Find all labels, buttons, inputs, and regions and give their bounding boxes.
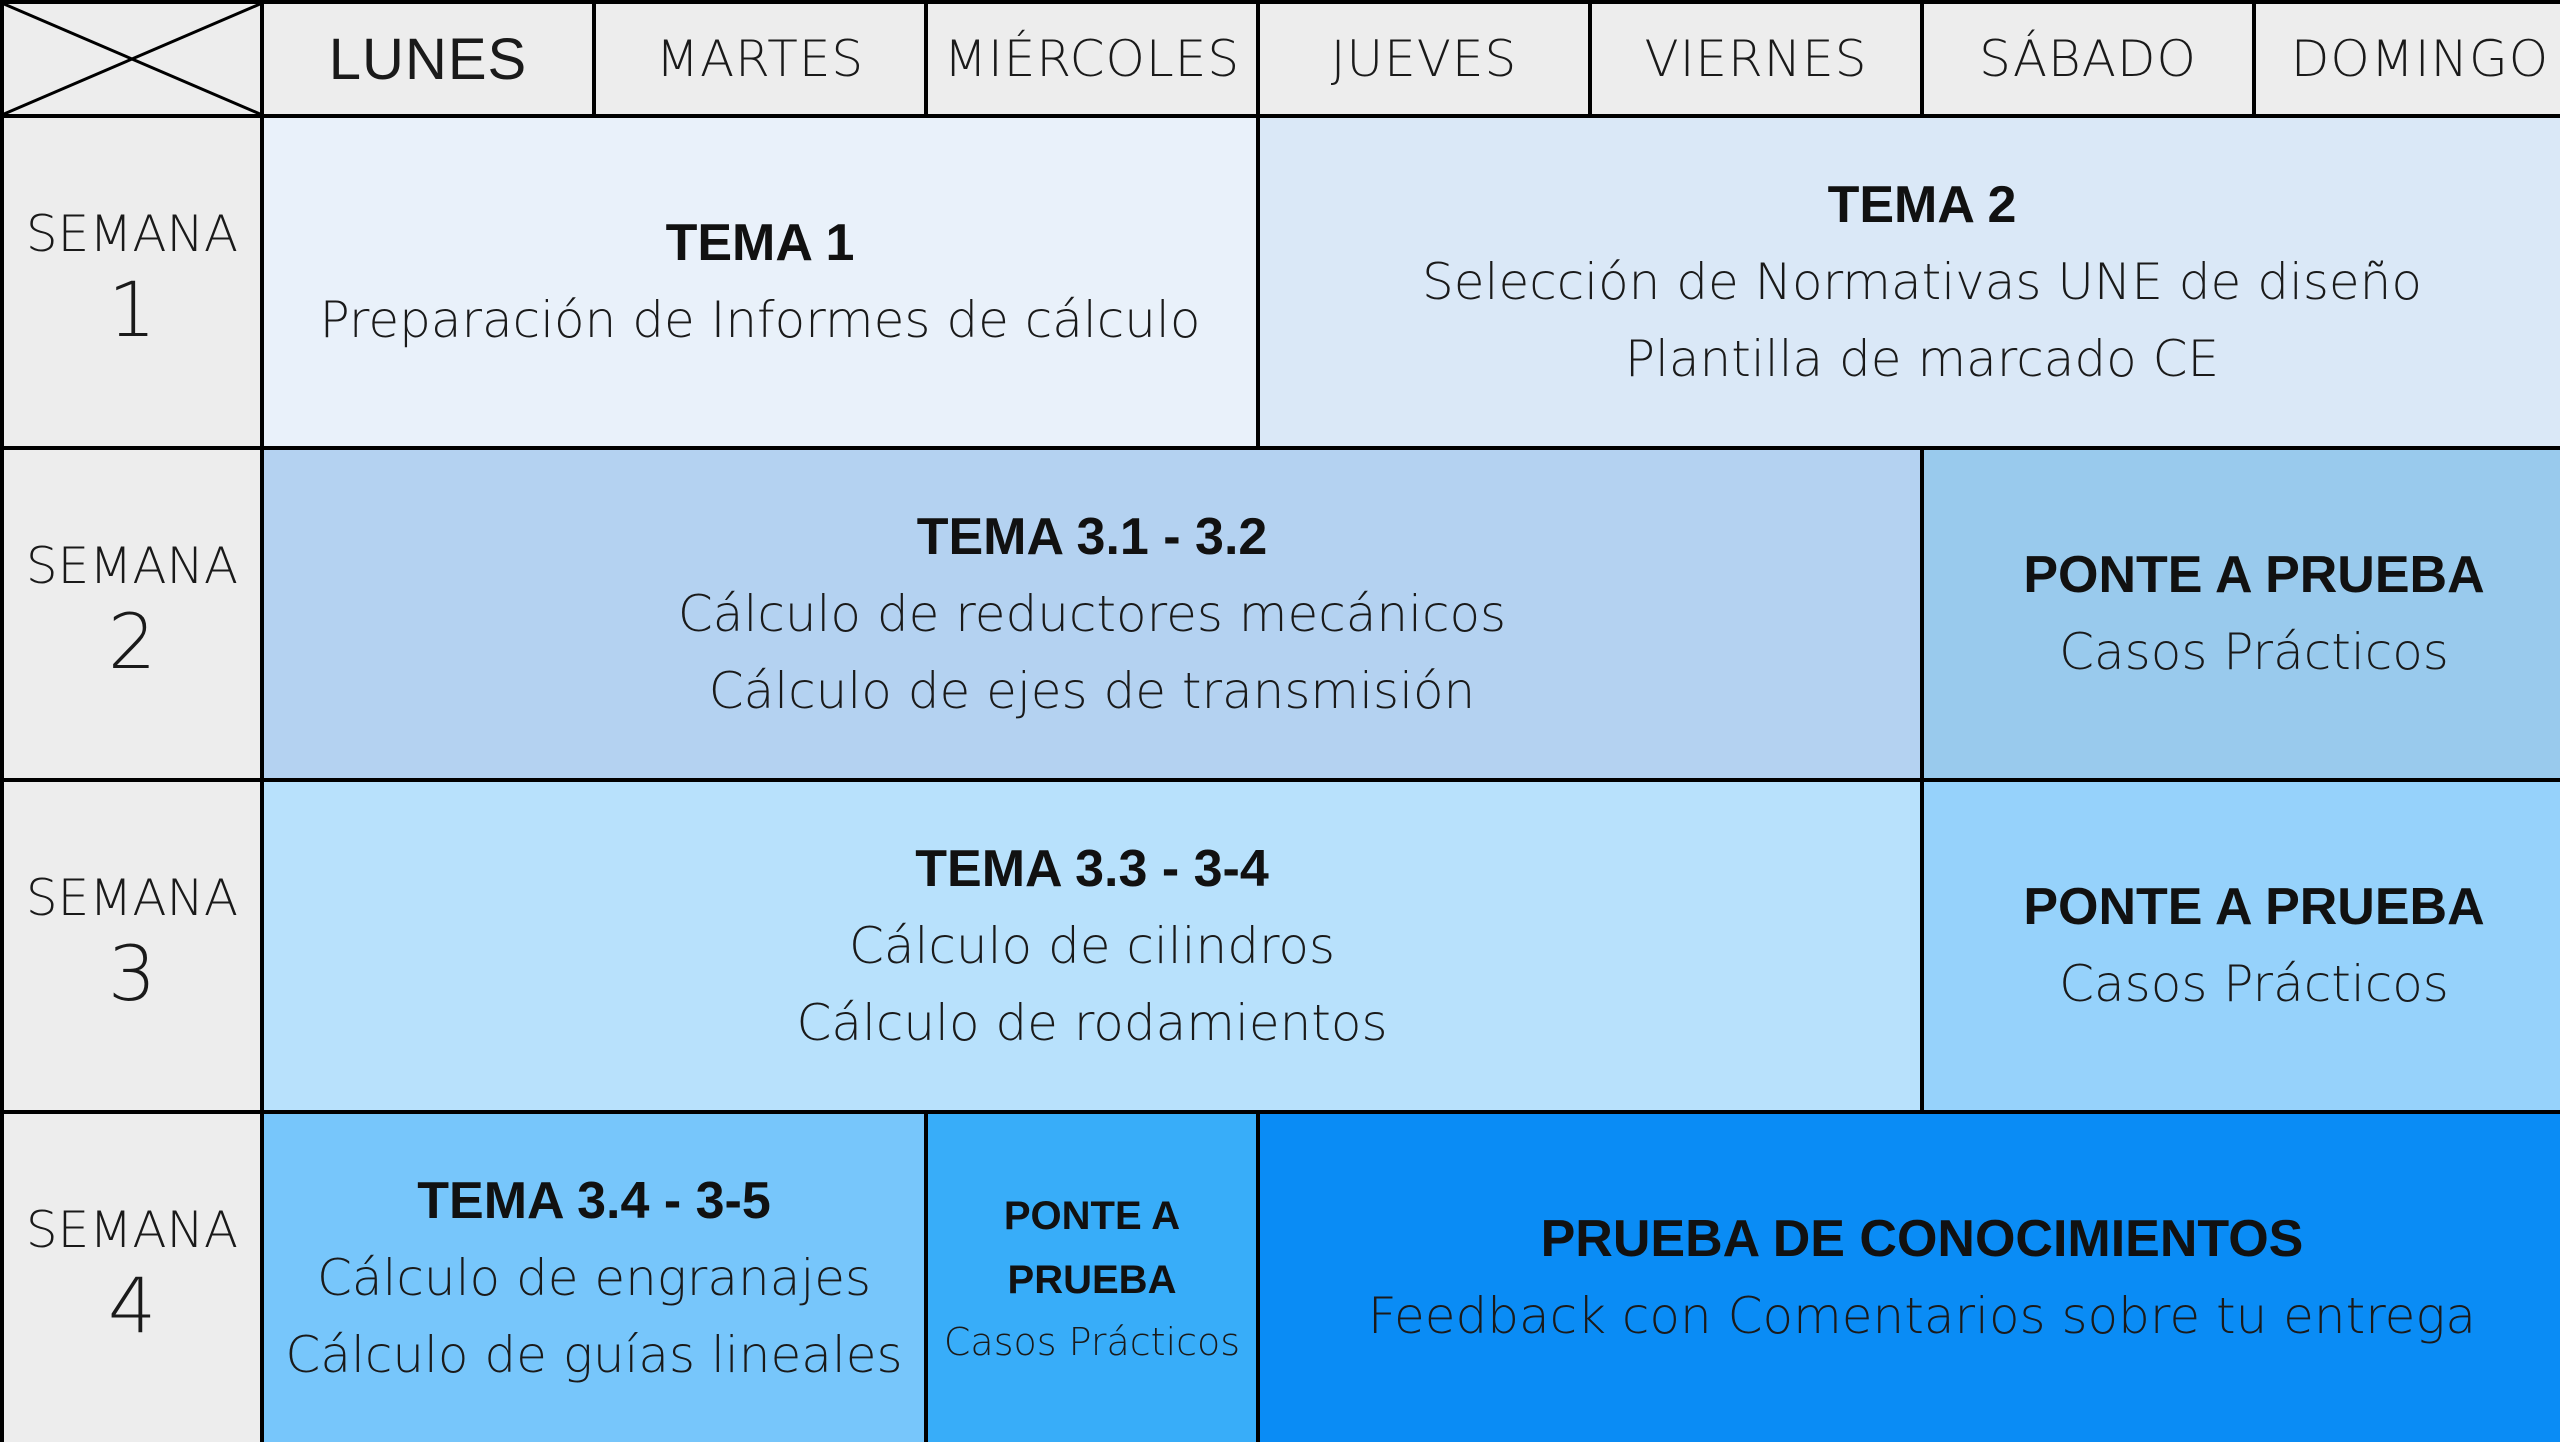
week-number: 2 (107, 597, 157, 686)
block-title: TEMA 3.3 - 3-4 (915, 839, 1269, 898)
block-line: Cálculo de cilindros (848, 916, 1336, 975)
block-title: PONTE A PRUEBA (2023, 546, 2485, 605)
week-number: 3 (107, 929, 157, 1018)
week-1-header (4, 118, 260, 446)
week-4-header (4, 1114, 260, 1442)
day-header-lunes: LUNES (264, 4, 592, 114)
week-label: SEMANA (25, 537, 239, 595)
day-header-miercoles: MIÉRCOLES (928, 4, 1256, 114)
block-line: Plantilla de marcado CE (1624, 330, 2220, 388)
block-line: Casos Prácticos (943, 1319, 1241, 1364)
day-header-jueves: JUEVES (1260, 4, 1588, 114)
block-line: Preparación de Informes de cálculo (319, 291, 1201, 350)
block-title: PRUEBA DE CONOCIMIENTOS (1540, 1210, 2304, 1269)
week-label: SEMANA (25, 205, 239, 263)
block-title: PRUEBA (1007, 1257, 1177, 1302)
tema-2-block (1260, 118, 2560, 446)
week-number: 1 (107, 265, 157, 354)
week-label: SEMANA (25, 869, 239, 927)
ponte-a-prueba-week-4-block (928, 1114, 1256, 1442)
block-line: Casos Prácticos (2059, 623, 2449, 682)
ponte-a-prueba-week-3-block (1924, 782, 2560, 1110)
tema-1-block (264, 118, 1256, 446)
block-title: PONTE A PRUEBA (2023, 878, 2485, 937)
block-title: PONTE A (1003, 1193, 1181, 1238)
day-header-martes: MARTES (596, 4, 924, 114)
corner-cell (4, 4, 260, 114)
ponte-a-prueba-week-2-block (1924, 450, 2560, 778)
week-3-header (4, 782, 260, 1110)
block-line: Cálculo de guías lineales (285, 1326, 903, 1384)
tema-3-1-block (264, 450, 1920, 778)
cross-mark-icon (4, 4, 260, 114)
block-line: Selección de Normativas UNE de diseño (1422, 252, 2422, 311)
week-label: SEMANA (25, 1201, 239, 1259)
block-title: TEMA 3.1 - 3.2 (916, 507, 1268, 566)
block-line: Cálculo de ejes de transmisión (708, 662, 1476, 720)
day-header-viernes: VIERNES (1592, 4, 1920, 114)
block-title: TEMA 1 (665, 214, 855, 273)
block-line: Cálculo de rodamientos (796, 994, 1388, 1052)
tema-3-3-block (264, 782, 1920, 1110)
prueba-de-conocimientos-block (1260, 1114, 2560, 1442)
block-line: Cálculo de engranajes (316, 1248, 872, 1307)
week-2-header (4, 450, 260, 778)
week-number: 4 (107, 1261, 157, 1350)
tema-3-4-block (264, 1114, 924, 1442)
block-line: Casos Prácticos (2059, 955, 2449, 1014)
day-header-domingo: DOMINGO (2256, 4, 2560, 114)
block-title: TEMA 3.4 - 3-5 (417, 1171, 771, 1230)
block-line: Cálculo de reductores mecánicos (677, 584, 1507, 643)
day-header-sabado: SÁBADO (1924, 4, 2252, 114)
block-line: Feedback con Comentarios sobre tu entrega (1367, 1287, 2477, 1346)
block-title: TEMA 2 (1827, 175, 2017, 234)
